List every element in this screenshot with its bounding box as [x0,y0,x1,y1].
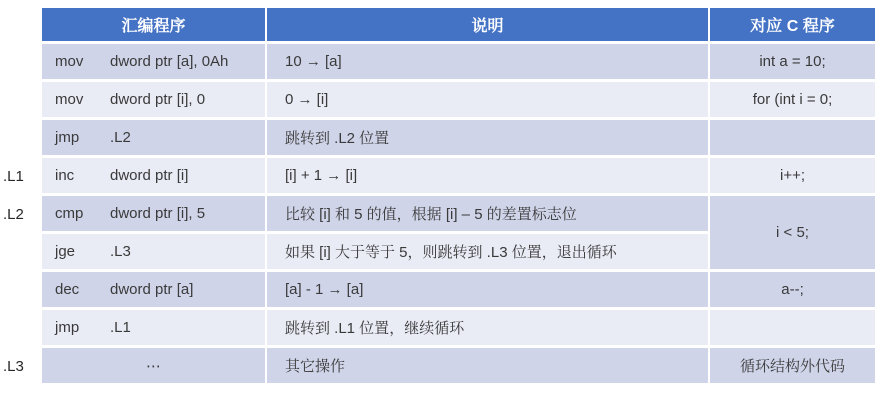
table-row [42,196,875,234]
asm-mnemonic: jge [55,243,76,260]
asm-operands: .L2 [110,129,131,146]
c-cell [710,120,875,158]
asm-cell [42,44,267,82]
assembly-c-comparison-table [42,8,875,386]
asm-operands: dword ptr [a] [110,281,194,298]
header-assembly: 汇编程序 [42,8,267,44]
table-row [42,44,875,82]
asm-operands: dword ptr [i] [110,167,189,184]
asm-operands: .L1 [110,319,131,336]
asm-cell [42,158,267,196]
asm-cell [42,120,267,158]
desc-cell: 跳转到 .L2 位置 [267,120,710,158]
asm-cell [42,82,267,120]
asm-operands: dword ptr [a], 0Ah [110,53,229,70]
c-cell: for (int i = 0; [710,82,875,120]
c-cell: int a = 10; [710,44,875,82]
c-cell: a--; [710,272,875,310]
table-row [42,120,875,158]
asm-mnemonic: mov [55,53,84,70]
label-L1: .L1 [3,168,24,185]
desc-cell: [a] - 1 → [a] [267,272,710,310]
asm-cell-ellipsis: ⋯ [42,348,267,386]
desc-cell: 0 → [i] [267,82,710,120]
asm-mnemonic: jmp [55,319,80,336]
header-row [42,8,875,44]
desc-cell: 如果 [i] 大于等于 5，则跳转到 .L3 位置，退出循环 [267,234,710,272]
asm-mnemonic: mov [55,91,84,108]
asm-mnemonic: dec [55,281,80,298]
header-c-program: 对应 C 程序 [710,8,875,44]
c-cell-merged: i < 5; [710,196,875,272]
desc-cell: [i] + 1 → [i] [267,158,710,196]
asm-operands: .L3 [110,243,131,260]
asm-cell [42,310,267,348]
c-cell: i++; [710,158,875,196]
asm-mnemonic: jmp [55,129,80,146]
asm-mnemonic: inc [55,167,75,184]
table-row [42,82,875,120]
table-row [42,310,875,348]
header-description: 说明 [267,8,710,44]
table-row [42,158,875,196]
asm-cell [42,272,267,310]
table-row [42,348,875,386]
c-cell: 循环结构外代码 [710,348,875,386]
asm-operands: dword ptr [i], 0 [110,91,206,108]
asm-operands: dword ptr [i], 5 [110,205,206,222]
desc-cell: 跳转到 .L1 位置，继续循环 [267,310,710,348]
desc-cell: 其它操作 [267,348,710,386]
desc-cell: 10 → [a] [267,44,710,82]
table-row [42,272,875,310]
asm-cell [42,234,267,272]
label-L2: .L2 [3,206,24,223]
c-cell [710,310,875,348]
desc-cell: 比较 [i] 和 5 的值，根据 [i] – 5 的差置标志位 [267,196,710,234]
asm-cell [42,196,267,234]
asm-mnemonic: cmp [55,205,84,222]
label-L3: .L3 [3,358,24,375]
